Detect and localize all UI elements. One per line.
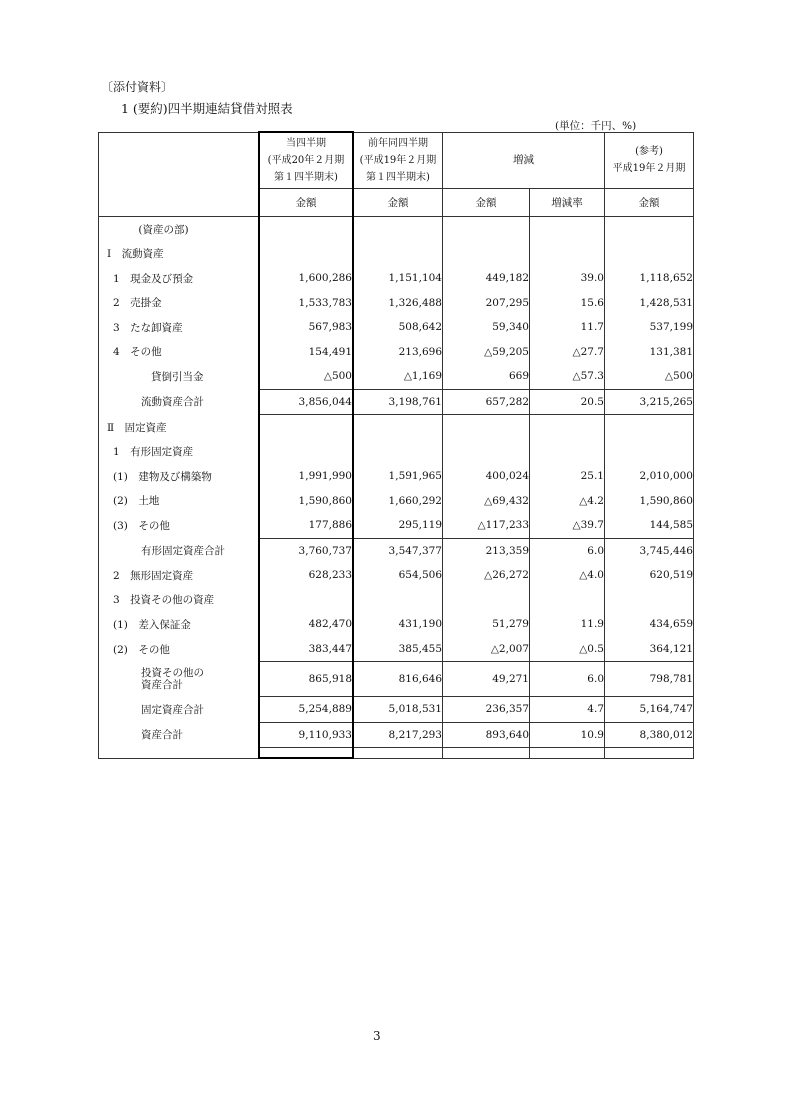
- table-row: [99, 440, 694, 465]
- attachment-label: 〔添付資料〕: [101, 80, 174, 94]
- table-row: 貸倒引当金 △500 △1,169 669 △57.3 △500: [99, 364, 694, 389]
- table-row-total: 資産合計 9,110,933 8,217,293 893,640 10.9 8,380,012: [99, 722, 694, 748]
- row-label: (2) 土地: [113, 495, 160, 508]
- balance-sheet-table: [98, 131, 694, 759]
- row-label: 投資その他の資産合計: [141, 667, 204, 691]
- table-row: [99, 588, 694, 613]
- table-row: (1) 建物及び構築物 1,991,990 1,591,965 400,024 25.1 2,010,000: [99, 464, 694, 489]
- row-label: 2 無形固定資産: [113, 569, 194, 582]
- row-label: Ⅱ 固定資産: [107, 421, 167, 434]
- document-title: 1 (要約)四半期連結貸借対照表: [121, 101, 293, 116]
- table-row: [99, 415, 694, 440]
- table-row-subtotal: 固定資産合計 5,254,889 5,018,531 236,357 4.7 5,164,747: [99, 697, 694, 723]
- row-label: 4 その他: [113, 346, 162, 359]
- table-row: (3) その他 177,886 295,119 △117,233 △39.7 144,585: [99, 513, 694, 538]
- col-amount-reference: 金額: [605, 189, 694, 217]
- row-label: (1) 差入保証金: [113, 618, 191, 631]
- col-amount-change: 金額: [443, 189, 530, 217]
- table-row: 1 現金及び預金 1,600,286 1,151,104 449,182 39.0 1,118,652: [99, 266, 694, 291]
- header-row-columns: [99, 189, 694, 217]
- page-number: 3: [373, 1029, 381, 1043]
- header-current-period: 当四半期 (平成20年２月期 第１四半期末): [259, 132, 353, 189]
- row-label: (3) その他: [113, 520, 170, 532]
- header-change: 増減: [443, 132, 605, 189]
- row-label: 有形固定資産合計: [141, 545, 225, 557]
- row-label: (1) 建物及び構築物: [113, 470, 212, 483]
- table-row-subtotal: 流動資産合計 3,856,044 3,198,761 657,282 20.5 3,215,265: [99, 389, 694, 415]
- table-row-subtotal: 投資その他の資産合計 865,918 816,646 49,271 6.0 798,781: [99, 662, 694, 697]
- header-reference: (参考) 平成19年２月期: [605, 132, 694, 189]
- row-label: 資産合計: [141, 729, 183, 742]
- row-label: 3 投資その他の資産: [113, 594, 215, 607]
- table-row: (1) 差入保証金 482,470 431,190 51,279 11.9 434,659: [99, 612, 694, 637]
- table-row: 4 その他 154,491 213,696 △59,205 △27.7 131,381: [99, 340, 694, 365]
- header-prior-period: 前年同四半期 (平成19年２月期 第１四半期末): [353, 132, 443, 189]
- row-label: 固定資産合計: [141, 703, 204, 716]
- table-row-blank: [99, 748, 694, 759]
- unit-note: (単位：千円、%): [555, 120, 637, 132]
- row-label: 貸倒引当金: [151, 371, 204, 383]
- col-amount-prior: 金額: [353, 189, 443, 217]
- table-row: [99, 217, 694, 242]
- header-row-periods: [99, 132, 694, 189]
- row-label: 1 現金及び預金: [113, 272, 194, 285]
- row-label: 流動資産合計: [141, 396, 204, 409]
- row-label: Ⅰ 流動資産: [107, 248, 164, 261]
- table-row: 2 売掛金 1,533,783 1,326,488 207,295 15.6 1,428,531: [99, 291, 694, 316]
- row-label: (資産の部): [138, 223, 189, 236]
- col-change-rate: 増減率: [530, 189, 605, 217]
- table-row: (2) 土地 1,590,860 1,660,292 △69,432 △4.2 1,590,860: [99, 489, 694, 514]
- table-row-subtotal: 有形固定資産合計 3,760,737 3,547,377 213,359 6.0 3,745,446: [99, 538, 694, 563]
- row-label: (2) その他: [113, 643, 170, 656]
- row-label: 1 有形固定資産: [113, 446, 194, 459]
- table-row: [99, 242, 694, 267]
- row-label: 3 たな卸資産: [113, 321, 183, 334]
- table-row: 3 たな卸資産 567,983 508,642 59,340 11.7 537,199: [99, 315, 694, 340]
- table-row: (2) その他 383,447 385,455 △2,007 △0.5 364,121: [99, 637, 694, 662]
- header-blank: [99, 132, 260, 189]
- row-label: 2 売掛金: [113, 297, 162, 310]
- col-amount-current: 金額: [259, 189, 353, 217]
- table-row: 2 無形固定資産 628,233 654,506 △26,272 △4.0 620,519: [99, 563, 694, 588]
